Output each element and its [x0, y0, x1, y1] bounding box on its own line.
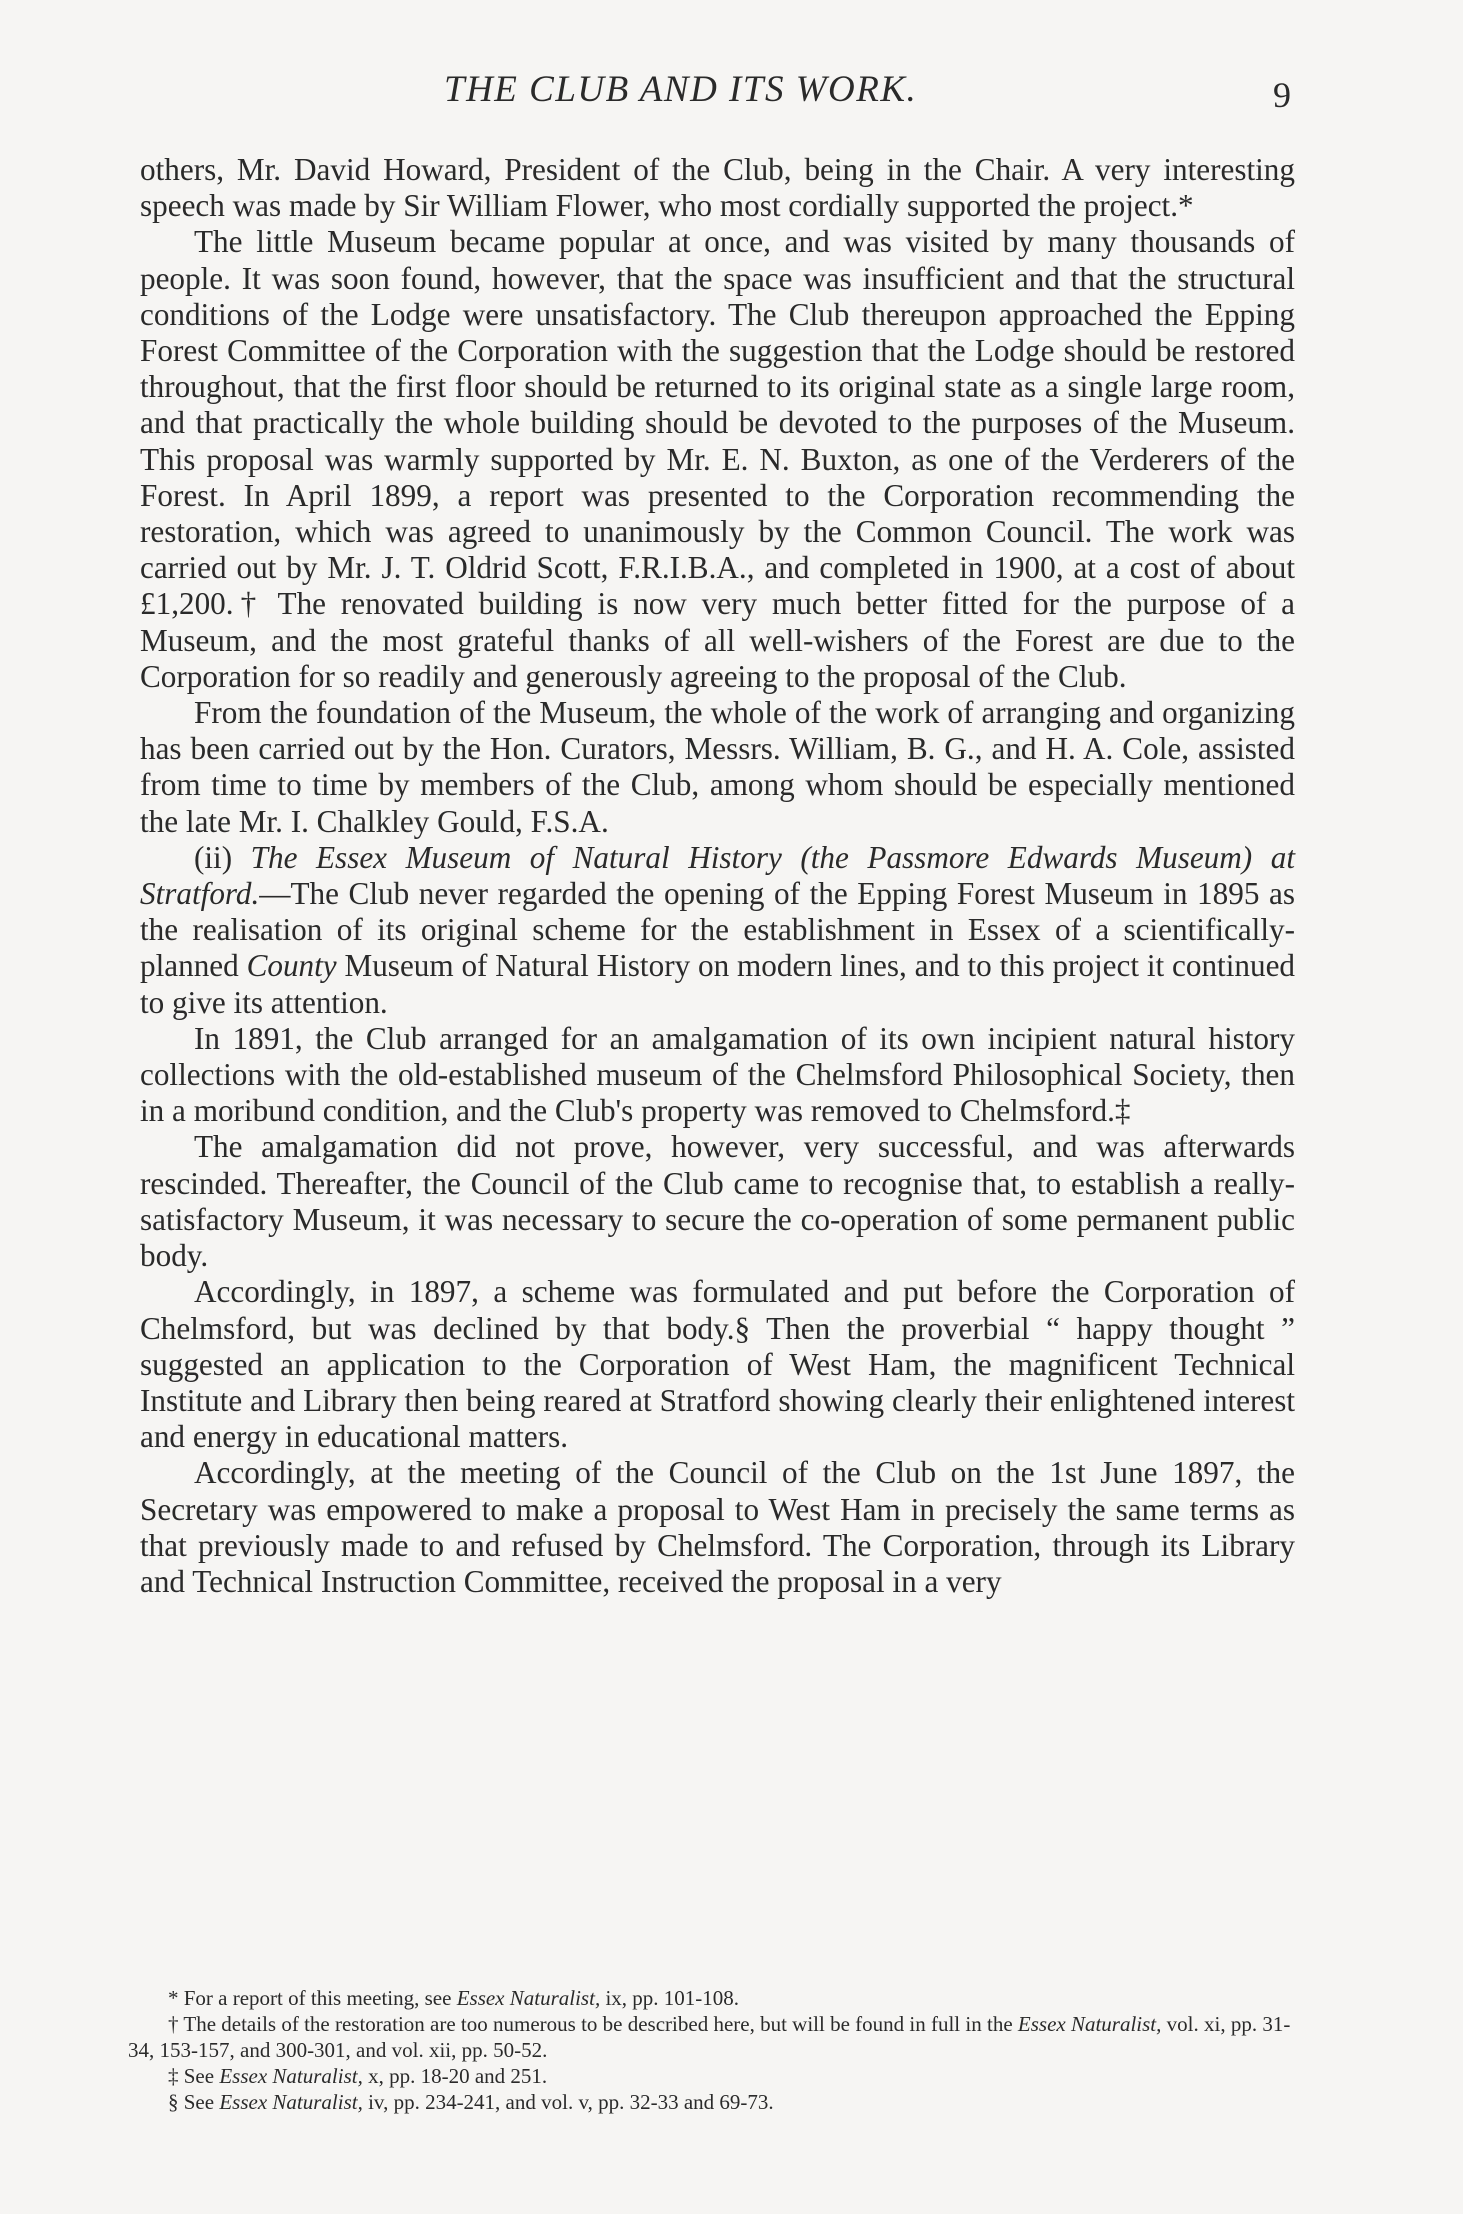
text-run: The amalgamation did not prove, however, very successful, and was afterwards rescinded. Thereafter, the Council of the Club came to recognise that, to establish a really-satisfactory Museum, it was necessary to secure the co-operation of some permanent public body. [140, 1129, 1295, 1274]
text-run: ix, pp. 101-108. [600, 1986, 740, 2010]
paragraph [140, 840, 1295, 1021]
footnote [128, 2063, 1295, 2089]
italic-text: Essex Naturalist, [1017, 2012, 1162, 2036]
footnotes [128, 1985, 1295, 2115]
italic-text: Essex Naturalist, [219, 2090, 363, 2114]
text-run: The little Museum became popular at once, and was visited by many thousands of people. It was soon found, however, that the space was insufficient and that the structural conditions of the Lodge were unsatisfactory. The Club thereupon approached the Epping Forest Committee of the Corporation with the suggestion that the Lodge should be restored throughout, that the first floor should be returned to its original state as a single large room, and that practically the whole building should be devoted to the purposes of the Museum. This proposal was warmly supported by Mr. E. N. Buxton, as one of the Verderers of the Forest. In April 1899, a report was presented to the Corporation recommending the restoration, which was agreed to unanimously by the Common Council. The work was carried out by Mr. J. T. Oldrid Scott, F.R.I.B.A., and completed in 1900, at a cost of about £1,200.† The renovated building is now very much better fitted for the purpose of a Museum, and the most grateful thanks of all well-wishers of the Forest are due to the Corporation for so readily and generously agreeing to the proposal of the Club. [140, 224, 1295, 694]
paragraph [140, 152, 1295, 224]
text-run: iv, pp. 234-241, and vol. v, pp. 32-33 and 69-73. [362, 2090, 774, 2114]
paragraph [140, 1129, 1295, 1274]
italic-text: Essex Naturalist, [219, 2064, 363, 2088]
text-run: § See [168, 2090, 220, 2114]
footnote [128, 2089, 1295, 2115]
text-run: vol. xi, pp. 31-34, 153-157, and 300-301, and vol. xii, pp. 50-52. [128, 2012, 1291, 2062]
paragraph [140, 224, 1295, 695]
italic-text: The Essex Museum of Natural History (the Passmore Edwards Museum) at Stratford. [140, 839, 1295, 912]
italic-text: Essex Naturalist, [456, 1986, 601, 2010]
text-run: * For a report of this meeting, see [168, 1986, 457, 2010]
paragraph [140, 695, 1295, 840]
text-run: Museum of Natural History on modern lines, and to this project it continued to give its attention. [140, 948, 1295, 1020]
page-header [0, 68, 1463, 128]
italic-text: County [246, 948, 337, 984]
paragraph [140, 1274, 1295, 1455]
text-run: (ii) [194, 839, 251, 875]
paragraph [140, 1021, 1295, 1130]
text-run: Accordingly, in 1897, a scheme was formulated and put before the Corporation of Chelmsford, but was declined by that body.§ Then the proverbial “ happy thought ” suggested an application to the Corporation of West Ham, the magnificent Technical Institute and Library then being reared at Stratford showing clearly their enlightened interest and energy in educational matters. [140, 1274, 1295, 1455]
footnote [128, 2011, 1295, 2063]
body-text [140, 152, 1295, 1600]
text-run: In 1891, the Club arranged for an amalgamation of its own incipient natural history collections with the old-established museum of the Chelmsford Philosophical Society, then in a moribund condition, and the Club's property was removed to Chelmsford.‡ [140, 1020, 1295, 1129]
text-run: From the foundation of the Museum, the whole of the work of arranging and organizing has been carried out by the Hon. Curators, Messrs. William, B. G., and H. A. Cole, assisted from time to time by members of the Club, among whom should be especially mentioned the late Mr. I. Chalkley Gould, F.S.A. [140, 695, 1295, 839]
text-run: † The details of the restoration are too numerous to be described here, but will be found in full in the [168, 2012, 1018, 2036]
text-run: ‡ See [168, 2064, 220, 2088]
paragraph [140, 1455, 1295, 1600]
text-run: others, Mr. David Howard, President of the Club, being in the Chair. A very interesting speech was made by Sir William Flower, who most cordially supported the project.* [140, 152, 1295, 224]
page-number: 9 [1273, 75, 1291, 115]
text-run: —The Club never regarded the opening of the Epping Forest Museum in 1895 as the realisation of its original scheme for the establishment in Essex of a scientifically-planned [140, 876, 1295, 984]
running-head: THE CLUB AND ITS WORK. [444, 69, 918, 110]
text-run: Accordingly, at the meeting of the Council of the Club on the 1st June 1897, the Secretary was empowered to make a proposal to West Ham in precisely the same terms as that previously made to and refused by Chelmsford. The Corporation, through its Library and Technical Instruction Committee, received the proposal in a very [140, 1455, 1295, 1599]
text-run: x, pp. 18-20 and 251. [362, 2064, 548, 2088]
footnote [128, 1985, 1295, 2011]
